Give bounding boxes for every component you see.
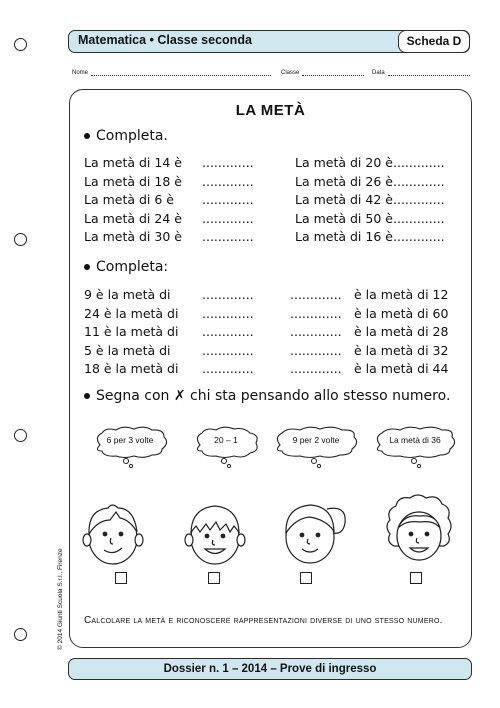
- copyright-notice: © 2014 Giunti Scuola S.r.l., Firenze: [57, 548, 64, 650]
- child-face-2-icon: [180, 498, 250, 568]
- nome-label: Nome: [72, 70, 89, 76]
- answer-blank[interactable]: .............: [290, 324, 342, 339]
- answer-blank[interactable]: .............: [290, 305, 342, 321]
- classe-label: Classe: [281, 70, 300, 76]
- answer-blank[interactable]: .............: [290, 342, 342, 358]
- child-face-3-icon: [275, 495, 349, 569]
- answer-blank[interactable]: .............: [202, 229, 254, 244]
- answer-checkbox-2[interactable]: [208, 572, 220, 584]
- bullet-icon: [84, 264, 90, 270]
- exercise-label: La metà di 18 è: [84, 173, 182, 189]
- exercise-label: 5 è la metà di: [84, 342, 171, 358]
- section2-left-row-2: [84, 306, 254, 322]
- answer-blank[interactable]: .............: [202, 324, 254, 339]
- exercise-label: La metà di 14 è: [84, 155, 182, 170]
- exercise-label: è la metà di 32: [354, 342, 449, 358]
- section1-left-row-3: [84, 192, 254, 208]
- answer-blank[interactable]: .............: [393, 173, 445, 189]
- thought-cloud-2: [190, 425, 262, 469]
- answer-blank[interactable]: .............: [202, 155, 254, 170]
- nome-line[interactable]: [91, 69, 271, 76]
- answer-blank[interactable]: .............: [202, 173, 254, 189]
- section1-left-row-1: [84, 155, 254, 171]
- exercise-label: La metà di 26 è: [295, 173, 393, 189]
- section2-heading: [84, 259, 168, 275]
- cloud-4-text: La metà di 36: [389, 435, 441, 445]
- nome-field[interactable]: [72, 69, 271, 76]
- thought-cloud-3: [270, 425, 362, 469]
- exercise-label: La metà di 20 è: [295, 155, 393, 170]
- thought-cloud-4: [370, 425, 460, 469]
- section2-heading-text: Completa:: [96, 259, 169, 275]
- answer-blank[interactable]: .............: [393, 155, 445, 170]
- cloud-1-text: 6 per 3 volte: [106, 435, 154, 445]
- section2-left-row-1: [84, 287, 254, 303]
- exercise-label: è la metà di 12: [354, 287, 449, 302]
- thought-cloud-1: [90, 425, 170, 469]
- data-label: Data: [372, 70, 385, 76]
- exercise-label: La metà di 16 è: [295, 229, 393, 244]
- exercise-label: La metà di 6 è: [84, 192, 174, 207]
- child-face-4-icon: [380, 490, 458, 568]
- worksheet-badge-label: Scheda D: [406, 34, 462, 48]
- section3-heading: [84, 388, 450, 404]
- child-face-1-icon: [78, 498, 148, 568]
- exercise-label: La metà di 30 è: [84, 229, 182, 244]
- exercise-label: è la metà di 44: [354, 361, 449, 376]
- section1-right-row-3: [295, 192, 445, 208]
- bullet-icon: [84, 133, 90, 139]
- header-title: Matematica • Classe seconda: [78, 33, 252, 47]
- section1-left-row-5: [84, 229, 254, 245]
- answer-blank[interactable]: .............: [202, 361, 254, 376]
- section2-right-row-3: [290, 324, 448, 340]
- section2-right-row-4: [290, 343, 448, 359]
- answer-blank[interactable]: .............: [202, 210, 254, 226]
- student-info-row: [72, 69, 468, 81]
- answer-blank[interactable]: .............: [393, 192, 445, 207]
- answer-blank[interactable]: .............: [202, 192, 254, 207]
- section2-right-row-5: [290, 361, 448, 377]
- exercise-label: 11 è la metà di: [84, 324, 179, 339]
- worksheet-panel: [69, 89, 472, 648]
- section2-right-row-2: [290, 306, 448, 322]
- section3-heading-text: Segna con ✗ chi sta pensando allo stesso numero.: [96, 388, 451, 404]
- exercise-label: è la metà di 60: [354, 305, 449, 321]
- binder-hole: [14, 429, 27, 442]
- section1-right-row-5: [295, 229, 445, 245]
- exercise-label: 18 è la metà di: [84, 361, 179, 376]
- header-bar: [68, 30, 470, 53]
- exercise-label: 24 è la metà di: [84, 305, 179, 321]
- data-field[interactable]: [372, 69, 470, 76]
- binder-hole: [14, 38, 27, 51]
- section1-heading-text: Completa.: [96, 128, 168, 144]
- exercise-label: 9 è la metà di: [84, 287, 171, 302]
- exercise-label: La metà di 50 è: [295, 210, 393, 226]
- section1-heading: [84, 128, 168, 144]
- answer-blank[interactable]: .............: [393, 229, 445, 244]
- section1-left-row-2: [84, 174, 254, 190]
- classe-line[interactable]: [302, 69, 364, 76]
- section2-right-row-1: [290, 287, 448, 303]
- exercise-label: La metà di 42 è: [295, 192, 393, 207]
- answer-blank[interactable]: .............: [202, 305, 254, 321]
- section2-left-row-5: [84, 361, 254, 377]
- section1-left-row-4: [84, 211, 254, 227]
- classe-field[interactable]: [281, 69, 364, 76]
- cloud-2-text: 20 – 1: [214, 435, 238, 445]
- exercise-label: La metà di 24 è: [84, 210, 182, 226]
- data-line[interactable]: [388, 69, 470, 76]
- answer-blank[interactable]: .............: [290, 287, 342, 302]
- learning-objective: Calcolare la metà e riconoscere rappresentazioni diverse di uno stesso numero.: [84, 615, 443, 626]
- answer-blank[interactable]: .............: [202, 342, 254, 358]
- answer-blank[interactable]: .............: [290, 361, 342, 376]
- section1-right-row-2: [295, 174, 445, 190]
- footer-bar: [68, 658, 472, 680]
- answer-checkbox-3[interactable]: [300, 572, 312, 584]
- cloud-3-text: 9 per 2 volte: [292, 435, 340, 445]
- exercise-label: è la metà di 28: [354, 324, 449, 339]
- answer-checkbox-4[interactable]: [410, 572, 422, 584]
- binder-hole: [14, 233, 27, 246]
- answer-checkbox-1[interactable]: [115, 572, 127, 584]
- worksheet-badge: [398, 30, 470, 53]
- section1-right-row-1: [295, 155, 445, 171]
- answer-blank[interactable]: .............: [393, 210, 445, 226]
- answer-blank[interactable]: .............: [202, 287, 254, 302]
- bullet-icon: [84, 393, 90, 399]
- section2-left-row-4: [84, 343, 254, 359]
- section2-left-row-3: [84, 324, 254, 340]
- footer-text: Dossier n. 1 – 2014 – Prove di ingresso: [163, 663, 377, 675]
- section1-right-row-4: [295, 211, 445, 227]
- page-title: LA METÀ: [235, 102, 306, 119]
- binder-hole: [14, 628, 27, 641]
